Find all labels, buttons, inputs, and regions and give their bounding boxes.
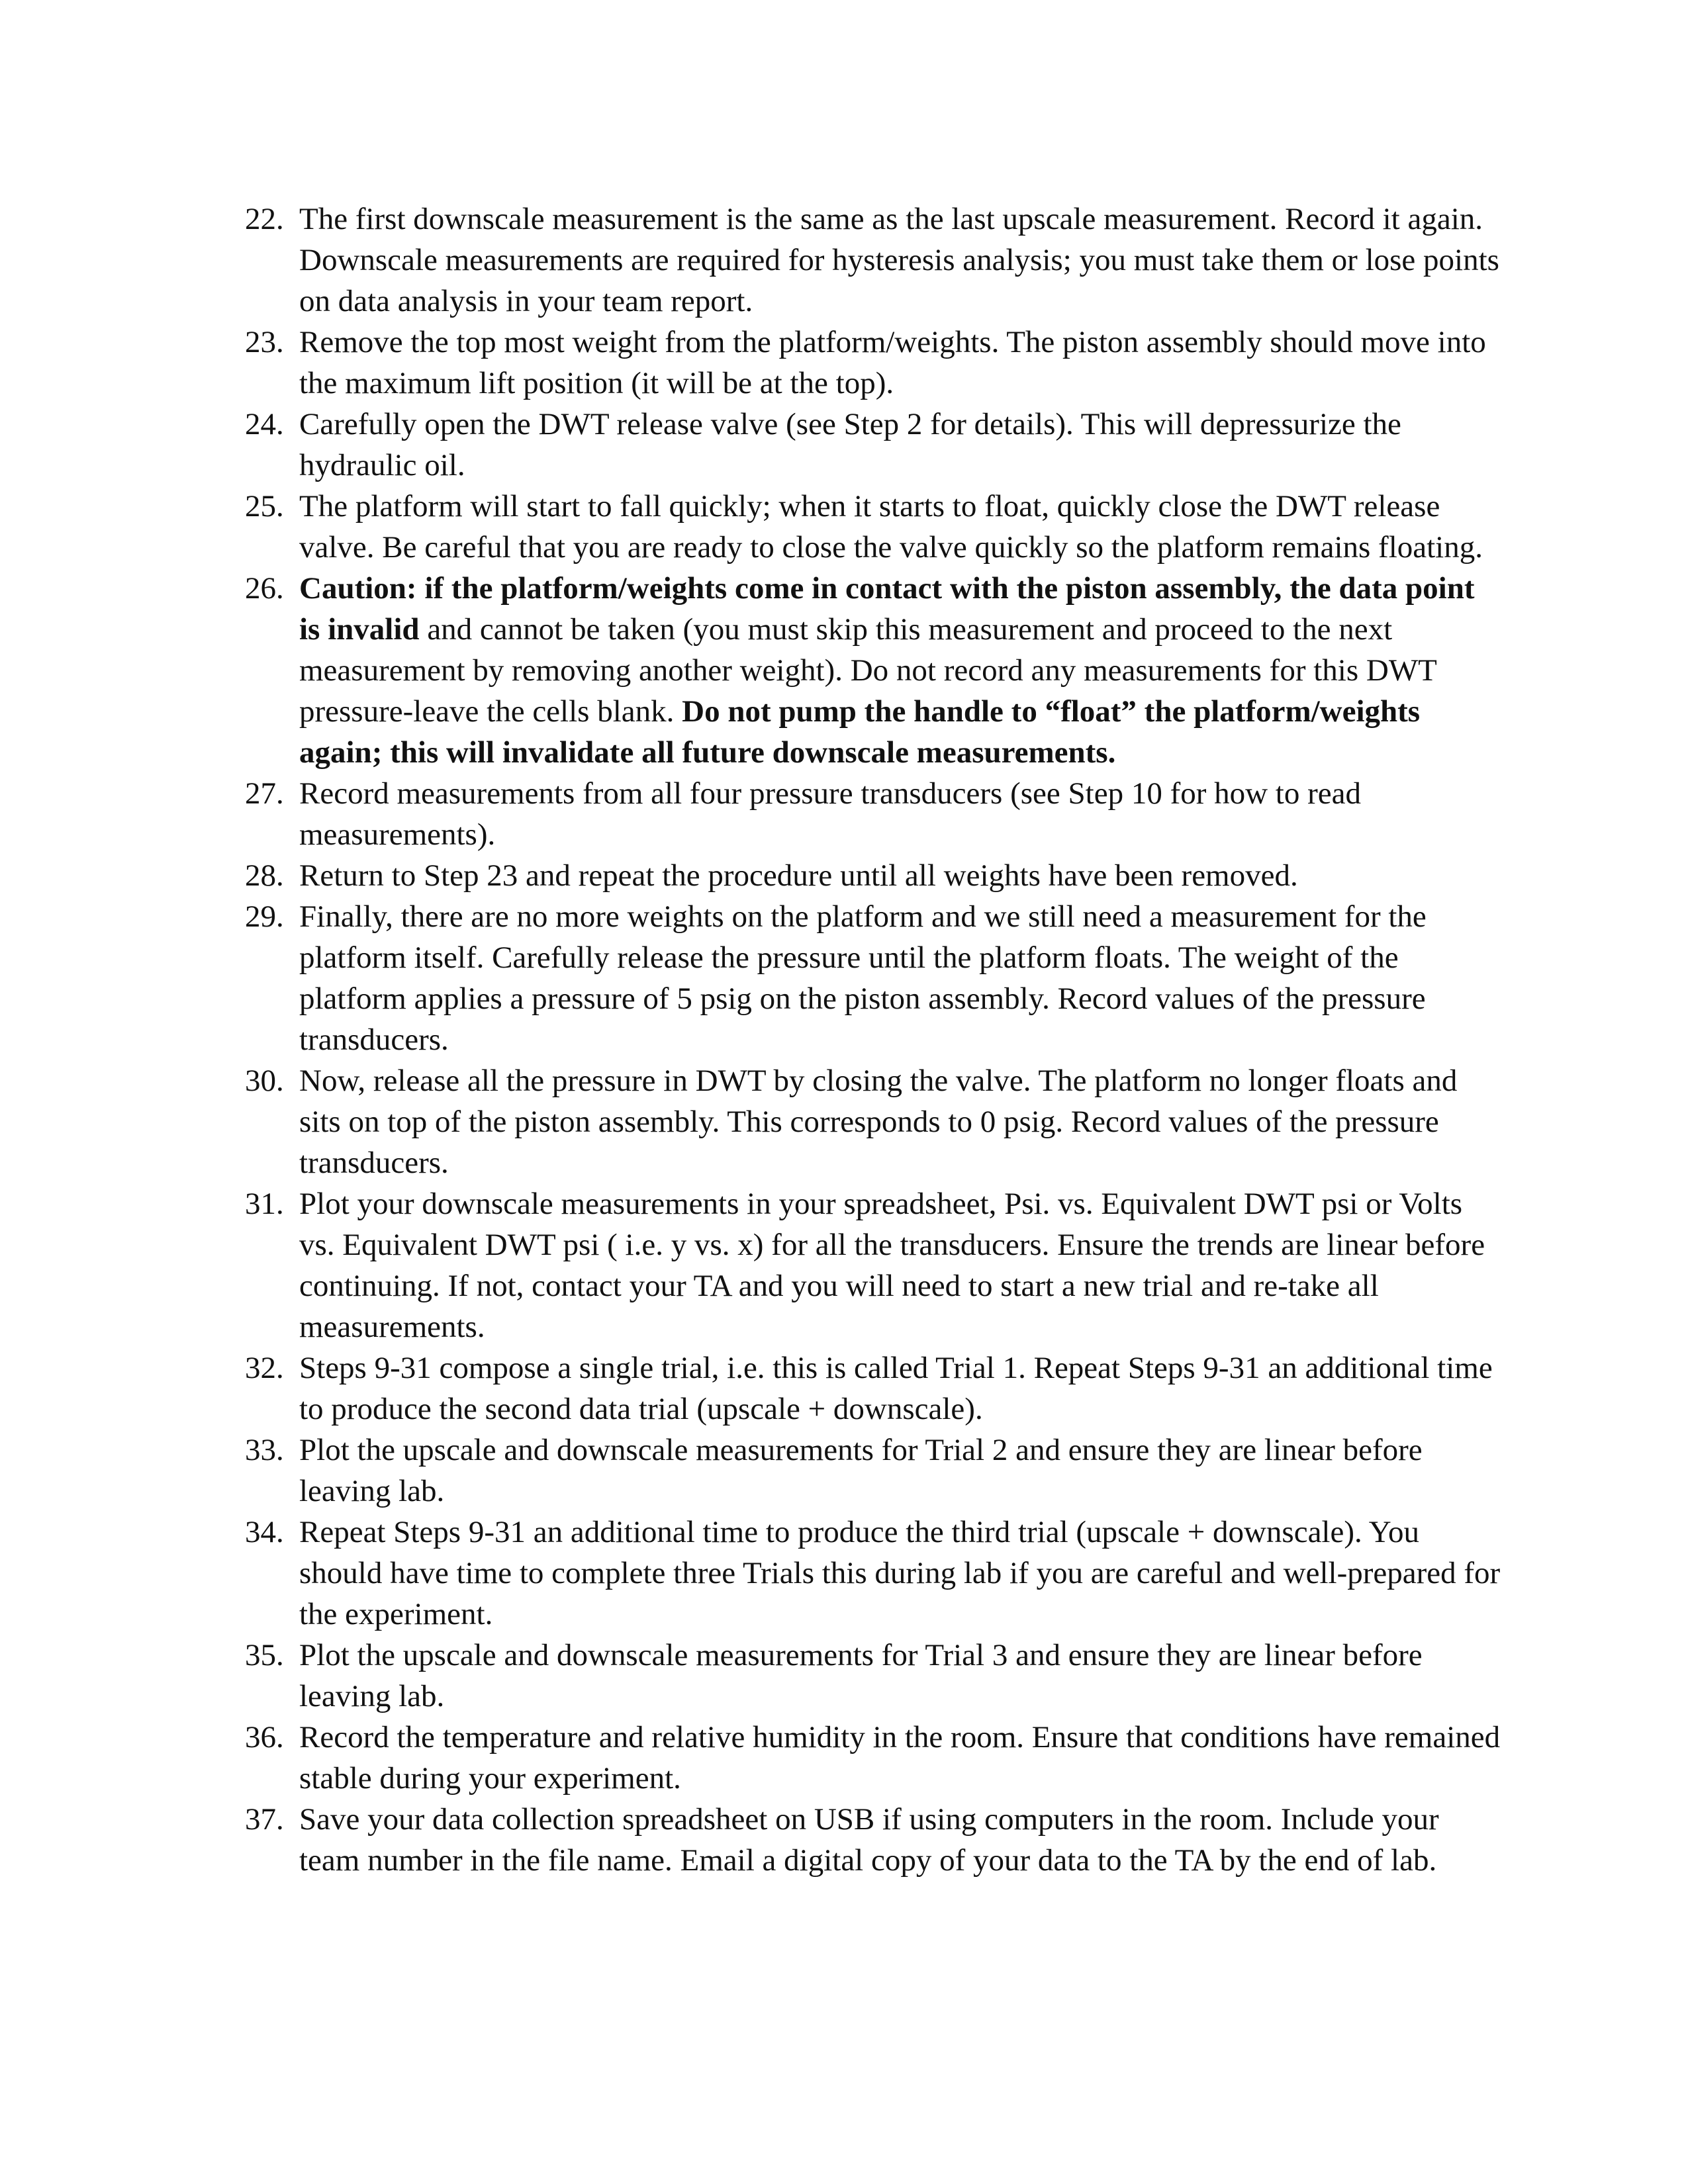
step-text [299,1351,1493,1426]
procedure-step [245,568,1503,773]
procedure-step [245,1183,1503,1347]
procedure-step [245,1060,1503,1183]
step-text [299,325,1486,400]
step-text [299,1720,1500,1796]
step-number: 29. [245,899,284,934]
step-number: 32. [245,1351,284,1385]
step-text [299,899,1427,1057]
step-text [299,407,1401,482]
procedure-step [245,1512,1503,1635]
procedure-step [245,1430,1503,1512]
procedure-step [245,322,1503,404]
step-text [299,489,1483,565]
step-text-segment: Plot the upscale and downscale measurements for Trial 2 and ensure they are linear before leaving lab. [299,1433,1423,1508]
step-text-segment: Return to Step 23 and repeat the procedure until all weights have been removed. [299,858,1298,893]
procedure-step [245,1347,1503,1430]
step-text-segment: Finally, there are no more weights on the platform and we still need a measurement for the platform itself. Carefully release the pressure until the platform floats. The weight of the platform applies a pressure of 5 psig on the piston assembly. Record values of the pressure transducers. [299,899,1427,1057]
step-number: 35. [245,1638,284,1672]
procedure-step [245,1717,1503,1799]
step-number: 24. [245,407,284,441]
step-number: 22. [245,202,284,236]
step-text-bold: Caution: if the platform/weights come in contact with the piston assembly, the data point is invalid [299,571,1475,647]
step-number: 23. [245,325,284,359]
procedure-step [245,855,1503,896]
step-text-segment: Repeat Steps 9-31 an additional time to produce the third trial (upscale + downscale). You should have time to complete three Trials this during lab if you are careful and well-prepared for the experiment. [299,1515,1501,1631]
step-text [299,858,1298,893]
step-number: 28. [245,858,284,893]
procedure-step [245,1799,1503,1881]
step-text-segment: Record measurements from all four pressure transducers (see Step 10 for how to read measurements). [299,776,1361,852]
step-number: 36. [245,1720,284,1754]
step-text-segment: Remove the top most weight from the platform/weights. The piston assembly should move into the maximum lift position (it will be at the top). [299,325,1486,400]
step-text [299,571,1475,770]
step-text-segment: Plot the upscale and downscale measurements for Trial 3 and ensure they are linear before leaving lab. [299,1638,1423,1713]
step-text-segment: Carefully open the DWT release valve (see Step 2 for details). This will depressurize the hydraulic oil. [299,407,1401,482]
step-text [299,1802,1439,1878]
step-number: 26. [245,571,284,606]
step-text-segment: Record the temperature and relative humidity in the room. Ensure that conditions have remained stable during your experiment. [299,1720,1501,1796]
step-text [299,1638,1423,1713]
step-number: 33. [245,1433,284,1467]
procedure-step [245,486,1503,568]
step-text [299,1515,1500,1631]
step-text-segment: The platform will start to fall quickly; when it starts to float, quickly close the DWT release valve. Be careful that you are ready to close the valve quickly so the platform remains floating. [299,489,1483,565]
step-text [299,776,1361,852]
procedure-step [245,199,1503,322]
step-number: 25. [245,489,284,523]
step-text [299,1064,1457,1180]
step-text-segment: and cannot be taken (you must skip this measurement and proceed to the next measurement by removing another weight). Do not record any measurements for this DWT pressure-leave the cells blank. [299,612,1437,729]
procedure-step [245,1635,1503,1717]
step-text [299,1433,1423,1508]
step-text-bold: Do not pump the handle to “float” the platform/weights again; this will invalidate all future downscale measurements. [299,694,1421,770]
step-text-segment: Steps 9-31 compose a single trial, i.e. this is called Trial 1. Repeat Steps 9-31 an additional time to produce the second data trial (upscale + downscale). [299,1351,1493,1426]
step-number: 27. [245,776,284,811]
procedure-step [245,404,1503,486]
procedure-step [245,773,1503,855]
step-number: 37. [245,1802,284,1837]
step-text [299,202,1499,318]
step-text [299,1187,1485,1344]
step-text-segment: Save your data collection spreadsheet on USB if using computers in the room. Include your team number in the file name. Email a digital copy of your data to the TA by the end of lab. [299,1802,1439,1878]
step-number: 31. [245,1187,284,1221]
step-text-segment: Now, release all the pressure in DWT by closing the valve. The platform no longer floats and sits on top of the piston assembly. This corresponds to 0 psig. Record values of the pressure transducers. [299,1064,1458,1180]
step-number: 30. [245,1064,284,1098]
step-number: 34. [245,1515,284,1549]
step-text-segment: The first downscale measurement is the same as the last upscale measurement. Record it again. Downscale measurements are required for hysteresis analysis; you must take them or lose points on data analysis in your team report. [299,202,1499,318]
procedure-steps-list [245,199,1503,1881]
step-text-segment: Plot your downscale measurements in your spreadsheet, Psi. vs. Equivalent DWT psi or Volts vs. Equivalent DWT psi ( i.e. y vs. x) for all the transducers. Ensure the trends are linear before continuing. If not, contact your TA and you will need to start a new trial and re-take all measurements. [299,1187,1485,1344]
procedure-step [245,896,1503,1060]
